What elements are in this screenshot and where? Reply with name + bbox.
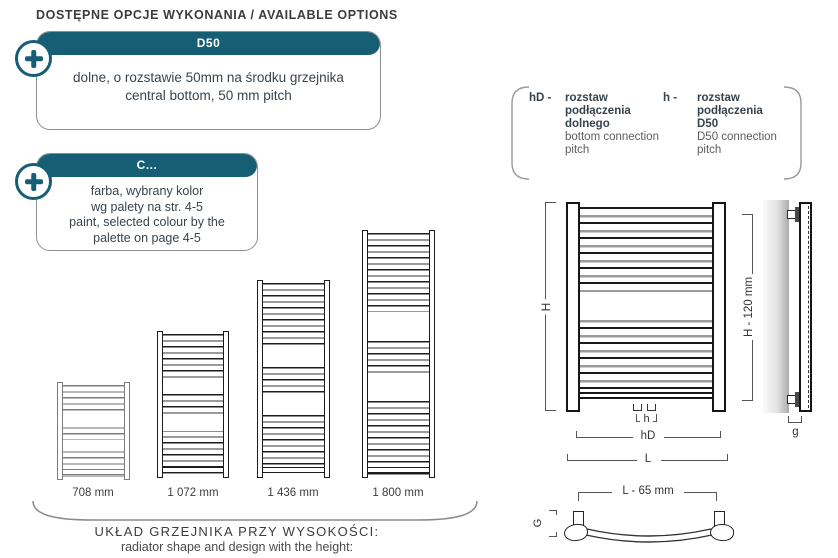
- legend-term-en: bottom connection pitch: [565, 131, 659, 156]
- top-view-tube: [587, 529, 711, 536]
- front-view-column: [712, 202, 726, 412]
- dim-H-label: H: [539, 300, 553, 315]
- footer-brace: [33, 501, 477, 520]
- radiator-rungs: [368, 233, 429, 475]
- side-view-radiator: [799, 202, 812, 412]
- connection-stub: [647, 404, 656, 411]
- radiator-rungs: [163, 334, 223, 475]
- front-view-column: [566, 202, 580, 412]
- option-line: central bottom, 50 mm pitch: [125, 88, 292, 103]
- dim-G-label: G: [532, 516, 544, 531]
- radiator-height-label: 708 mm: [72, 487, 114, 499]
- plus-icon: [15, 163, 52, 200]
- footer-title-pl: UKŁAD GRZEJNIKA PRZY WYSOKOŚCI:: [94, 524, 380, 539]
- plus-icon: [15, 40, 52, 77]
- option-card-colour: [36, 153, 258, 251]
- dim-hD-label: hD: [633, 430, 663, 442]
- radiator-height-label: 1 436 mm: [267, 487, 319, 499]
- dim-h-label: h: [643, 413, 650, 425]
- footer-caption: [36, 524, 438, 554]
- front-view-bottom-collector: [580, 392, 712, 399]
- radiator-height-label: 1 072 mm: [167, 487, 219, 499]
- option-header-d50: D50: [37, 32, 380, 55]
- option-line: wg palety na str. 4-5: [91, 199, 203, 214]
- top-view-tube: [586, 535, 712, 542]
- connection-stub: [633, 404, 642, 411]
- radiator-column: [124, 382, 130, 480]
- legend-symbol-h: h -: [663, 92, 678, 104]
- option-body-d50: [37, 55, 380, 105]
- page-title: DOSTĘPNE OPCJE WYKONANIA / AVAILABLE OPTIONS: [36, 8, 398, 22]
- radiator-drawing-708: [57, 382, 130, 480]
- dim-g-label: g: [789, 426, 802, 438]
- legend-symbol-hD: hD -: [529, 92, 552, 104]
- option-line: paint, selected colour by the: [69, 215, 225, 229]
- option-card-d50: [36, 31, 381, 130]
- radiator-column: [157, 331, 163, 478]
- dim-H120-label: H - 120 mm: [743, 274, 755, 340]
- option-line: palette on page 4-5: [93, 230, 201, 245]
- dim-L65-label: L - 65 mm: [613, 485, 683, 497]
- legend-term-pl: rozstaw podłączenia D50: [697, 92, 763, 130]
- radiator-height-label: 1 800 mm: [372, 487, 424, 499]
- top-view-end-cap: [709, 523, 734, 542]
- legend-bracket-right: [784, 87, 801, 179]
- radiator-rungs: [63, 385, 124, 477]
- legend-term-pl: rozstaw podłączenia dolnego: [565, 92, 631, 130]
- option-line: farba, wybrany kolor: [90, 184, 204, 198]
- radiator-column: [257, 280, 263, 478]
- option-body-colour: [37, 177, 257, 246]
- side-view-wall: [763, 200, 789, 413]
- radiator-rungs: [263, 283, 324, 475]
- radiator-drawing-1072: [157, 331, 229, 478]
- dim-L-label: L: [638, 453, 658, 465]
- radiator-column: [324, 280, 330, 478]
- legend-bracket-left: [512, 87, 529, 179]
- radiator-column: [362, 230, 368, 478]
- radiator-drawing-1436: [257, 280, 330, 478]
- footer-title-en: radiator shape and design with the height:: [120, 540, 354, 554]
- legend-term-en: D50 connection pitch: [697, 131, 777, 156]
- top-view-end-cap: [563, 523, 588, 542]
- option-line: dolne, o rozstawie 50mm na środku grzejnika: [73, 70, 344, 85]
- option-header-colour: C...: [37, 154, 257, 177]
- radiator-column: [429, 230, 435, 478]
- radiator-column: [223, 331, 229, 478]
- radiator-column: [57, 382, 63, 480]
- radiator-drawing-1800: [362, 230, 435, 478]
